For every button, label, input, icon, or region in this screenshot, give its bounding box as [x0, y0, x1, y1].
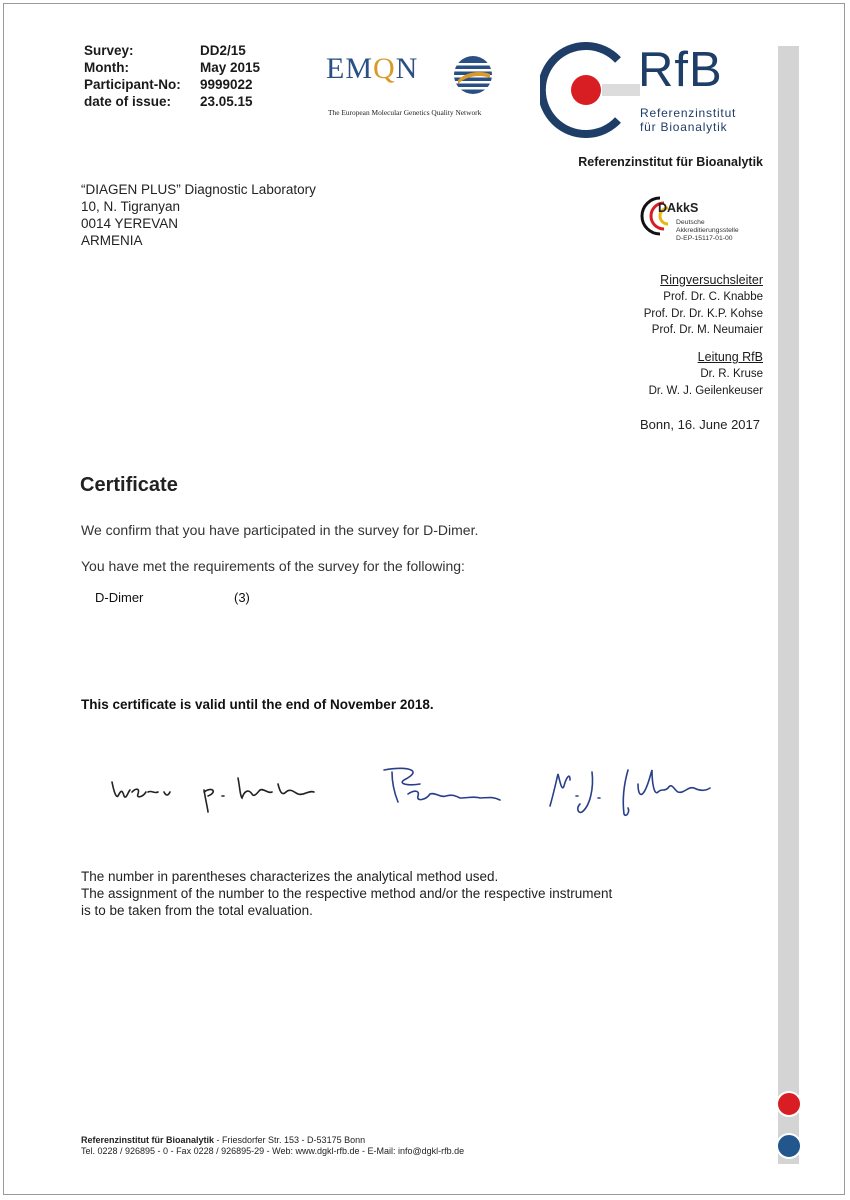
address-line: 10, N. Tigranyan	[81, 199, 181, 214]
participant-label: Participant-No:	[84, 77, 181, 92]
rfb-subtitle: Referenzinstitut für Bioanalytik	[640, 106, 737, 134]
issue-date-value: 23.05.15	[200, 94, 253, 109]
participant-value: 9999022	[200, 77, 253, 92]
survey-info	[84, 42, 260, 110]
institute-heading: Referenzinstitut für Bioanalytik	[578, 155, 763, 169]
month-value: May 2015	[200, 60, 261, 75]
emqn-tagline: The European Molecular Genetics Quality Network	[328, 108, 482, 117]
month-label: Month:	[84, 60, 129, 75]
rfb-logo	[540, 42, 780, 138]
ringversuchsleiter-heading: Ringversuchsleiter	[660, 273, 763, 287]
emqn-logo	[326, 52, 502, 122]
requirements-text: You have met the requirements of the survey for the following:	[81, 558, 465, 574]
survey-value: DD2/15	[200, 43, 246, 58]
address-line: “DIAGEN PLUS” Diagnostic Laboratory	[81, 182, 316, 197]
survey-row	[84, 42, 260, 59]
leader-name: Prof. Dr. Dr. K.P. Kohse	[643, 307, 763, 320]
rfb-wordmark: RfB	[638, 43, 723, 97]
method-note	[81, 868, 612, 919]
method-number: (3)	[234, 590, 250, 605]
blue-dot-icon	[776, 1133, 802, 1159]
leitung-name: Dr. W. J. Geilenkeuser	[648, 384, 763, 397]
dakks-logo	[640, 190, 770, 244]
note-line: The assignment of the number to the respective method and/or the respective instrument	[81, 886, 613, 901]
note-line: The number in parentheses characterizes the analytical method used.	[81, 869, 499, 884]
issue-date-row	[84, 93, 260, 110]
issue-place-date: Bonn, 16. June 2017	[640, 417, 760, 432]
rfb-emblem-icon	[540, 42, 640, 138]
signature-kohse	[112, 778, 314, 812]
footer-address: - Friesdorfer Str. 153 - D-53175 Bonn	[214, 1135, 366, 1145]
analyte-name: D-Dimer	[95, 590, 144, 605]
footer-contact: Tel. 0228 / 926895 - 0 - Fax 0228 / 926895-29 - Web: www.dgkl-rfb.de - E-Mail: info@dgkl-rfb.de	[81, 1146, 465, 1156]
signature-kruse	[384, 768, 500, 802]
footer-org: Referenzinstitut für Bioanalytik	[81, 1135, 215, 1145]
footer	[81, 1135, 464, 1157]
leitung-block	[649, 348, 763, 399]
confirmation-text: We confirm that you have participated in the survey for D-Dimer.	[81, 522, 479, 538]
leader-name: Prof. Dr. C. Knabbe	[663, 291, 763, 303]
survey-label: Survey:	[84, 43, 134, 58]
red-dot-icon	[776, 1091, 802, 1117]
right-accent-bar	[778, 46, 799, 1164]
month-row	[84, 59, 260, 76]
dakks-name: DAkkS	[658, 201, 699, 215]
footer-address-line	[81, 1135, 464, 1146]
globe-icon	[452, 54, 494, 96]
leader-name: Prof. Dr. M. Neumaier	[651, 324, 763, 336]
validity-statement: This certificate is valid until the end of November 2018.	[81, 697, 434, 712]
address-line: 0014 YEREVAN	[81, 216, 179, 231]
address-line: ARMENIA	[81, 233, 143, 248]
leitung-heading: Leitung RfB	[697, 350, 763, 364]
certificate-title: Certificate	[80, 474, 178, 496]
leitung-name: Dr. R. Kruse	[700, 368, 763, 380]
emqn-wordmark: EMQN	[326, 52, 419, 85]
signatures	[108, 762, 728, 828]
issue-date-label: date of issue:	[84, 94, 172, 109]
signature-geilenkeuser	[550, 770, 710, 815]
ringversuchsleiter-block	[644, 271, 763, 339]
note-line: is to be taken from the total evaluation.	[81, 903, 313, 918]
dakks-details: Deutsche Akkreditierungsstelle D-EP-15117-01-00	[676, 219, 739, 242]
addressee	[81, 181, 316, 249]
participant-row	[84, 76, 260, 93]
